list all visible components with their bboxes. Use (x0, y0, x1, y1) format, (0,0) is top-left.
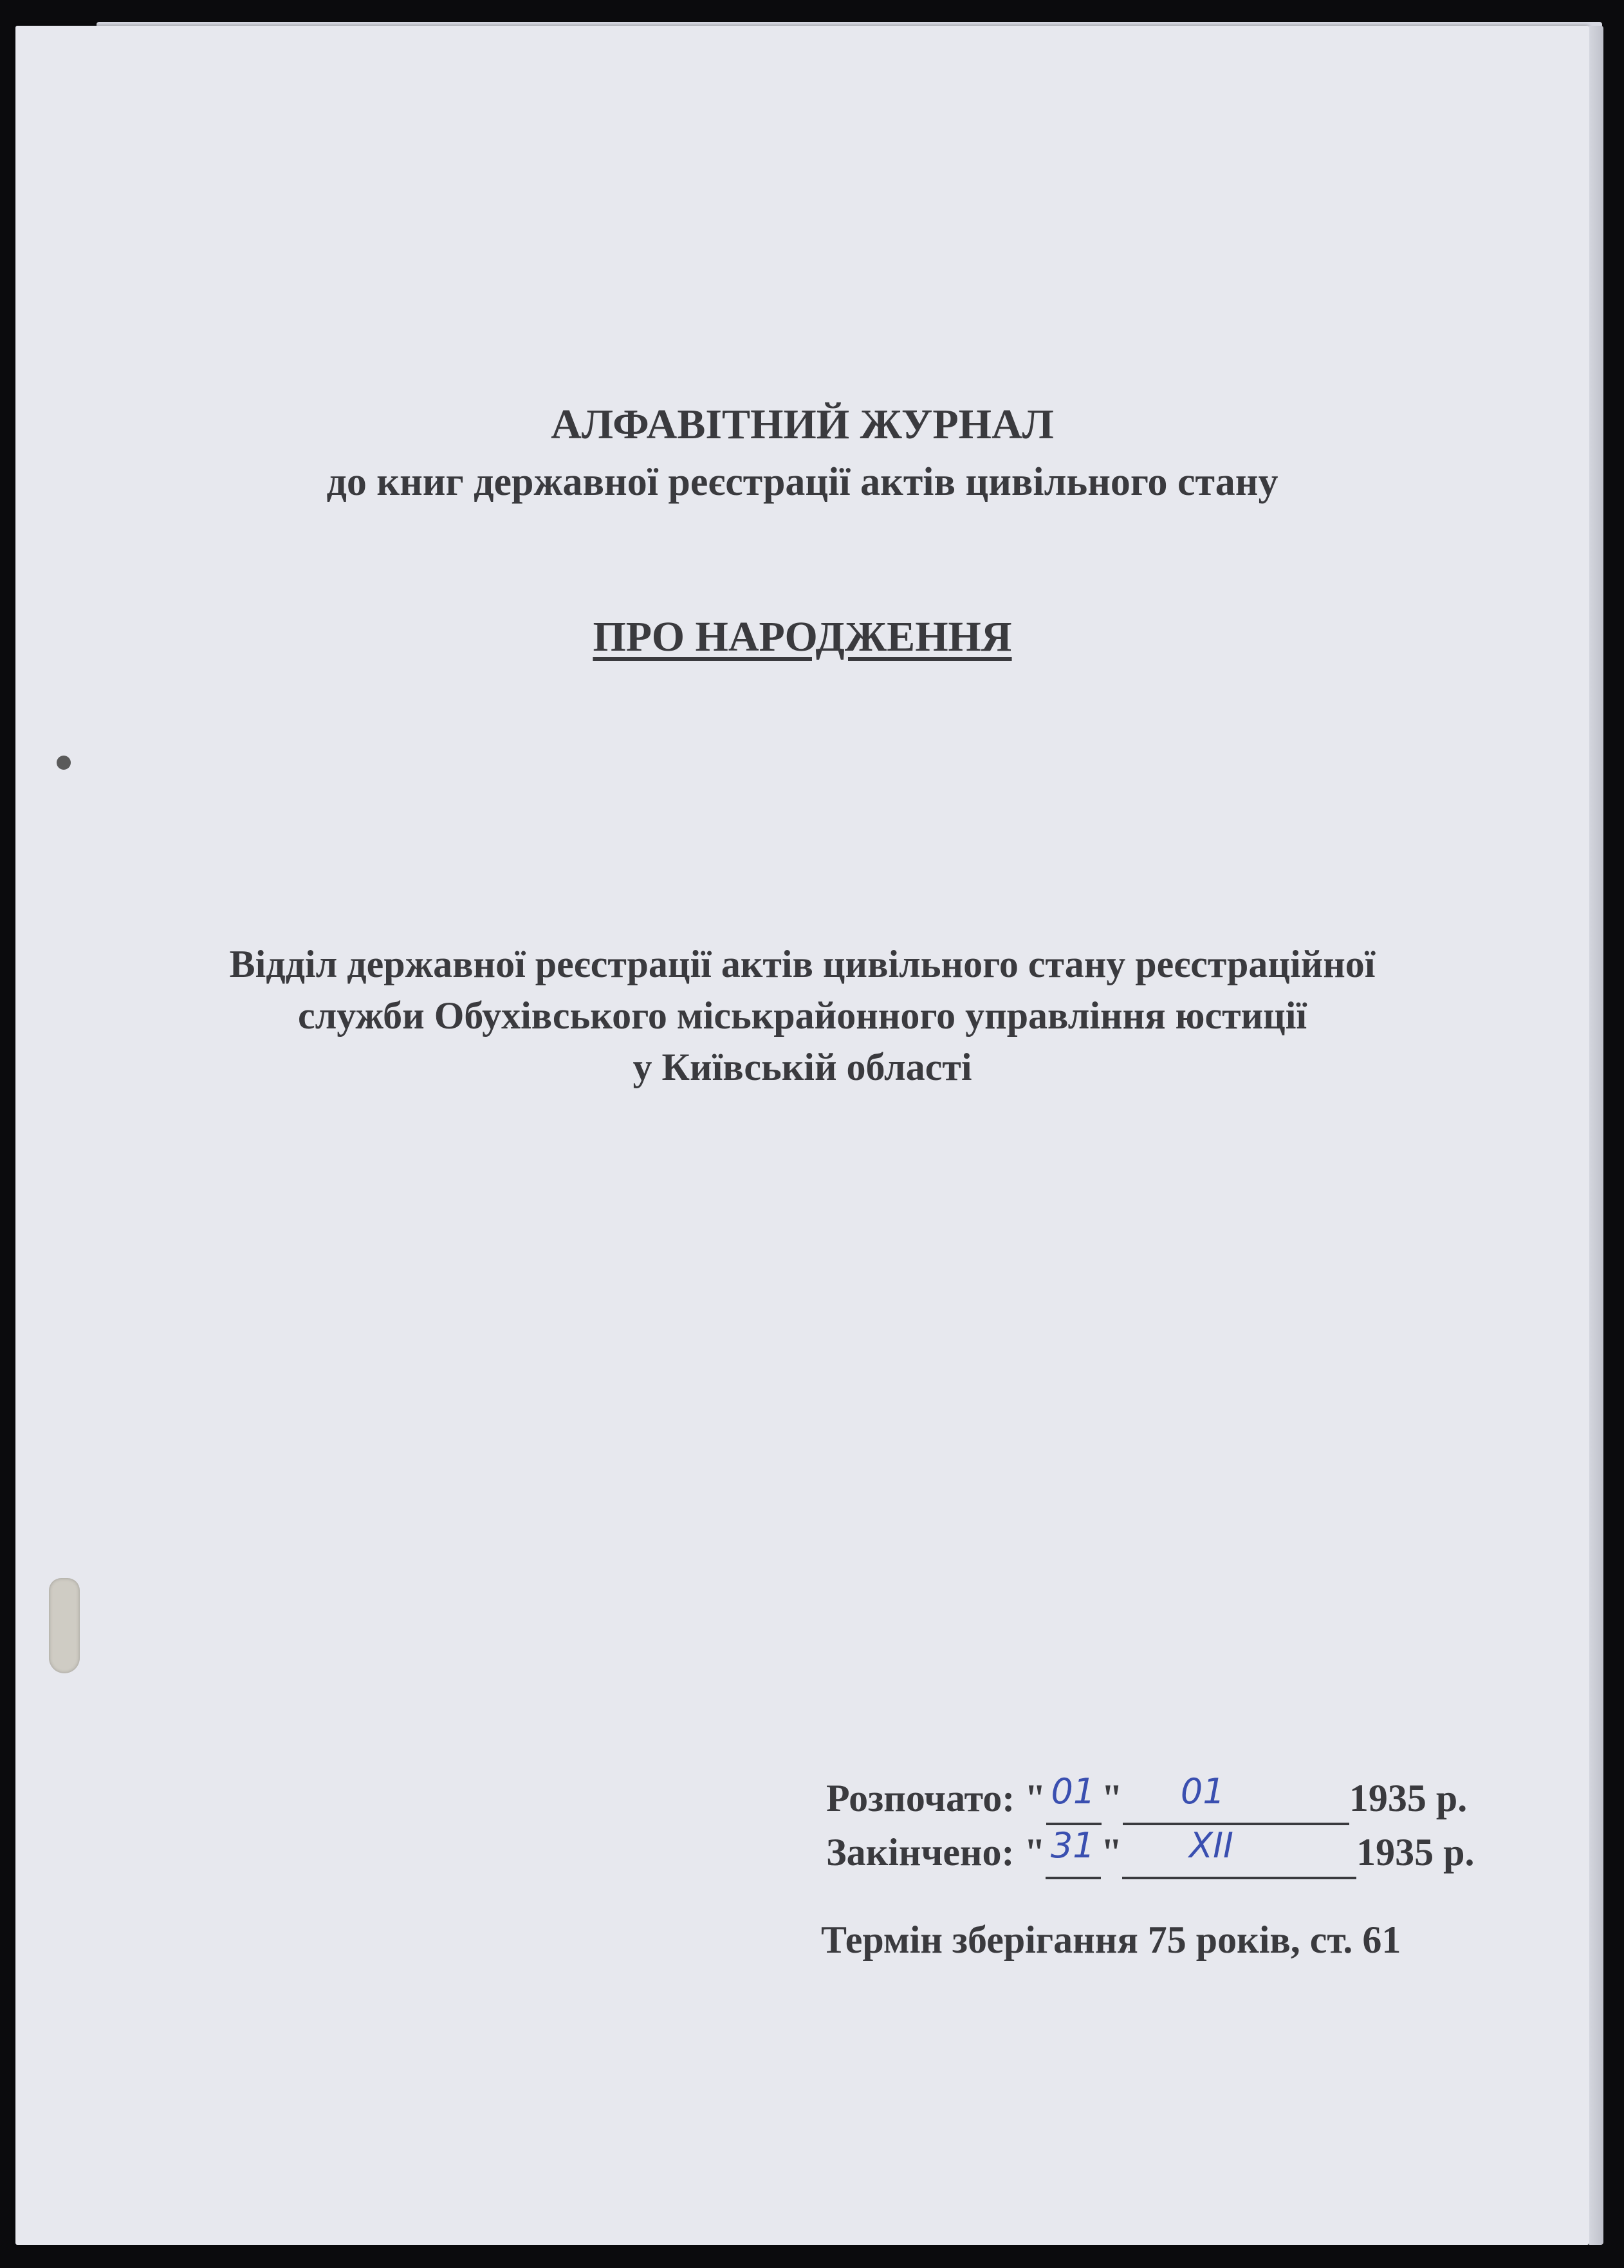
finished-year: 1935 р. (1356, 1831, 1475, 1873)
journal-subtitle: до книг державної реєстрації актів цивільного стану (326, 460, 1278, 504)
date-range (826, 1771, 1475, 1879)
started-quote: " (1101, 1777, 1123, 1819)
started-year: 1935 р. (1349, 1777, 1468, 1819)
punch-hole (57, 756, 71, 770)
finished-day: 31 (1050, 1825, 1095, 1866)
finished-label: Закінчено: " (826, 1831, 1046, 1873)
finished-row (826, 1825, 1475, 1879)
started-month: 01 (1180, 1771, 1225, 1812)
started-day: 01 (1051, 1771, 1096, 1812)
department-line-1: Відділ державної реєстрації актів цивільного стану реєстраційної (229, 943, 1376, 985)
started-row (826, 1771, 1475, 1825)
document-page (15, 26, 1589, 2245)
started-month-blank (1123, 1771, 1349, 1825)
department-name (15, 938, 1589, 1093)
department-line-3: у Київській області (632, 1046, 972, 1088)
finished-month: XII (1189, 1825, 1233, 1866)
journal-title: АЛФАВІТНИЙ ЖУРНАЛ (551, 401, 1054, 448)
storage-term: Термін зберігання 75 років, ст. 61 (821, 1919, 1401, 1961)
finished-quote: " (1100, 1831, 1123, 1873)
finished-month-blank (1122, 1825, 1356, 1879)
department-line-2: служби Обухівського міськрайонного управління юстиції (297, 994, 1307, 1037)
torn-punch-hole (49, 1578, 80, 1673)
finished-day-blank (1046, 1825, 1101, 1879)
page-edge (1589, 26, 1603, 2245)
section-heading: ПРО НАРОДЖЕННЯ (593, 613, 1012, 660)
started-label: Розпочато: " (826, 1777, 1046, 1819)
